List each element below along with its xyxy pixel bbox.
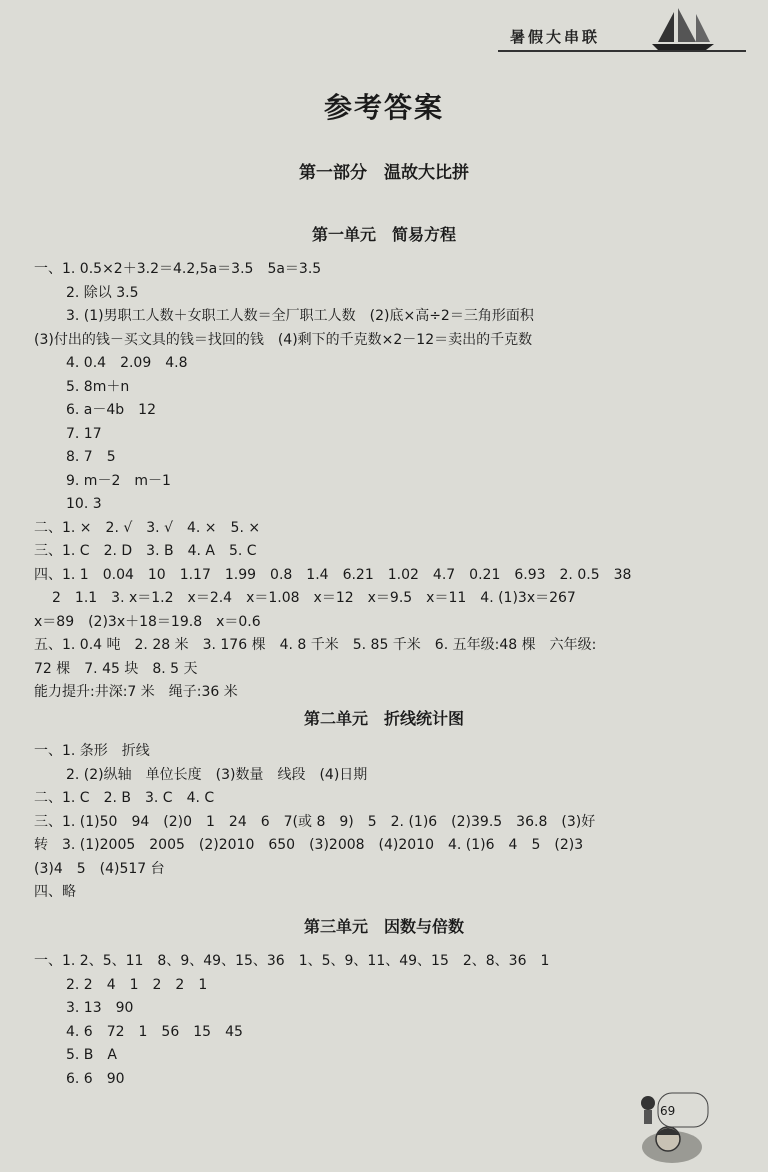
answer-line: 6. 6 90: [66, 1070, 125, 1087]
answer-line: 9. m－2 m－1: [66, 472, 171, 489]
unit-2-answers: [34, 740, 724, 905]
unit-3-answers: [34, 950, 724, 1091]
answer-line: 6. a－4b 12: [66, 402, 156, 418]
answer-line: 2. (2)纵轴 单位长度 (3)数量 线段 (4)日期: [66, 766, 368, 783]
unit-2-title: 第二单元 折线统计图: [303, 709, 464, 728]
answer-line: 7. 17: [66, 425, 102, 442]
unit-3-title: 第三单元 因数与倍数: [303, 917, 464, 936]
answer-line: 四、略: [34, 884, 76, 900]
answer-line: 4. 6 72 1 56 15 45: [66, 1023, 243, 1040]
answer-line: 转 3. (1)2005 2005 (2)2010 650 (3)2008 (4)2010 4. (1)6 4 5 (2)3: [34, 837, 584, 853]
answer-line: (3)4 5 (4)517 台: [34, 860, 165, 877]
part-title: 第一部分 温故大比拼: [299, 163, 469, 183]
cartoon-mascot-icon: [628, 1085, 716, 1167]
answer-line: 72 棵 7. 45 块 8. 5 天: [34, 660, 198, 677]
answer-line: 5. B A: [66, 1047, 117, 1063]
answer-line: 一、1. 条形 折线: [34, 743, 150, 759]
answer-line: 二、1. C 2. B 3. C 4. C: [34, 790, 215, 806]
answer-line: 能力提升:井深:7 米 绳子:36 米: [34, 684, 238, 700]
answer-line: 一、1. 2、5、11 8、9、49、15、36 1、5、9、11、49、15 2、8、36 1: [34, 953, 550, 969]
answer-line: 8. 7 5: [66, 449, 116, 465]
answer-line: 3. (1)男职工人数＋女职工人数＝全厂职工人数 (2)底×高÷2＝三角形面积: [66, 308, 534, 324]
answer-line: 三、1. C 2. D 3. B 4. A 5. C: [34, 543, 257, 559]
answer-line: 五、1. 0.4 吨 2. 28 米 3. 176 棵 4. 8 千米 5. 85 千米 6. 五年级:48 棵 六年级:: [34, 637, 597, 653]
answer-line: 2. 除以 3.5: [66, 284, 139, 301]
unit-1-answers: [34, 258, 724, 705]
answer-line: (3)付出的钱－买文具的钱＝找回的钱 (4)剩下的千克数×2－12＝卖出的千克数: [34, 331, 533, 348]
header-rule: [498, 50, 746, 52]
page-title: 参考答案: [323, 91, 444, 124]
answer-line: 四、1. 1 0.04 10 1.17 1.99 0.8 1.4 6.21 1.02 4.7 0.21 6.93 2. 0.5 38: [34, 566, 632, 583]
unit-1-title: 第一单元 简易方程: [311, 225, 456, 244]
answer-line: 2. 2 4 1 2 2 1: [66, 976, 208, 993]
answer-line: 一、1. 0.5×2＋3.2＝4.2,5a＝3.5 5a＝3.5: [34, 261, 322, 277]
answer-line: x＝89 (2)3x＋18＝19.8 x＝0.6: [34, 613, 261, 630]
answer-line: 三、1. (1)50 94 (2)0 1 24 6 7(或 8 9) 5 2. (1)6 (2)39.5 36.8 (3)好: [34, 813, 596, 830]
page-number: 69: [660, 1104, 676, 1118]
answer-line: 2 1.1 3. x＝1.2 x＝2.4 x＝1.08 x＝12 x＝9.5 x＝11 4. (1)3x＝267: [52, 590, 576, 606]
answer-line: 3. 13 90: [66, 1000, 134, 1016]
answer-line: 4. 0.4 2.09 4.8: [66, 355, 188, 371]
answer-line: 10. 3: [66, 496, 102, 512]
header-brand: 暑假大串联: [510, 28, 601, 46]
answer-line: 5. 8m＋n: [66, 378, 130, 395]
sailboat-icon: [644, 4, 724, 56]
answer-line: 二、1. × 2. √ 3. √ 4. × 5. ×: [34, 519, 261, 536]
